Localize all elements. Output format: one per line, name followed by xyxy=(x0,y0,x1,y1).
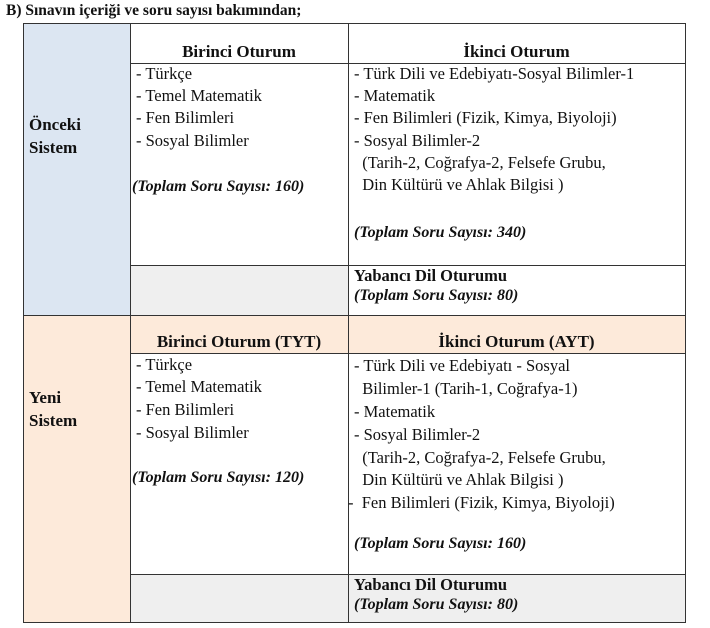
old-first-session-header: Birinci Oturum xyxy=(182,42,296,61)
old-first-total: (Toplam Soru Sayısı: 160) xyxy=(132,178,305,195)
new-system-label-line1: Yeni xyxy=(29,388,62,407)
table-border-right xyxy=(685,23,686,623)
old-session-divider xyxy=(348,23,349,315)
old-second-item: Din Kültürü ve Ahlak Bilgisi ) xyxy=(354,175,564,194)
new-second-item: - Türk Dili ve Edebiyatı - Sosyal xyxy=(354,356,570,375)
new-second-item: (Tarih-2, Coğrafya-2, Felsefe Grubu, xyxy=(354,448,606,467)
old-lang-title: Yabancı Dil Oturumu xyxy=(354,266,508,285)
new-lang-total: (Toplam Soru Sayısı: 80) xyxy=(354,596,519,613)
label-col-divider xyxy=(130,23,131,623)
new-session-divider xyxy=(348,315,349,622)
old-second-item: - Matematik xyxy=(354,86,436,105)
new-second-item: - Fen Bilimleri (Fizik, Kimya, Biyoloji) xyxy=(348,493,615,512)
system-divider xyxy=(23,315,686,316)
new-first-total: (Toplam Soru Sayısı: 120) xyxy=(132,469,305,486)
table-border-left xyxy=(23,23,24,623)
new-header-line xyxy=(130,353,686,354)
new-system-label xyxy=(29,386,77,432)
new-first-session-header: Birinci Oturum (TYT) xyxy=(156,332,322,351)
old-second-item: (Tarih-2, Coğrafya-2, Felsefe Grubu, xyxy=(354,153,606,172)
new-second-item: Din Kültürü ve Ahlak Bilgisi ) xyxy=(354,470,564,489)
old-first-item: - Temel Matematik xyxy=(136,86,262,105)
new-first-item: - Sosyal Bilimler xyxy=(136,423,249,442)
new-second-item: - Sosyal Bilimler-2 xyxy=(354,425,481,444)
new-second-item: Bilimler-1 (Tarih-1, Coğrafya-1) xyxy=(354,379,578,398)
section-heading: B) Sınavın içeriği ve soru sayısı bakımından; xyxy=(6,2,302,19)
table-border-bottom xyxy=(23,622,686,623)
new-lang-title: Yabancı Dil Oturumu xyxy=(354,575,508,594)
old-second-item: - Sosyal Bilimler-2 xyxy=(354,131,481,150)
new-first-item: - Türkçe xyxy=(136,355,193,374)
old-first-item: - Sosyal Bilimler xyxy=(136,131,249,150)
new-system-label-line2: Sistem xyxy=(29,411,78,430)
old-system-label-bg xyxy=(23,23,130,315)
new-first-item: - Temel Matematik xyxy=(136,377,262,396)
new-second-session-header: İkinci Oturum (AYT) xyxy=(438,332,595,351)
new-second-item: - Matematik xyxy=(354,402,436,421)
old-second-item: - Türk Dili ve Edebiyatı-Sosyal Bilimler-1 xyxy=(354,64,635,83)
old-first-item: - Türkçe xyxy=(136,64,193,83)
new-first-item: - Fen Bilimleri xyxy=(136,400,235,419)
old-system-label xyxy=(29,113,81,159)
new-system-label-bg xyxy=(23,315,130,622)
table-border-top xyxy=(23,23,686,24)
old-system-label-line1: Önceki xyxy=(29,115,81,134)
old-second-item: - Fen Bilimleri (Fizik, Kimya, Biyoloji) xyxy=(354,108,617,127)
old-system-label-line2: Sistem xyxy=(29,138,78,157)
old-first-item: - Fen Bilimleri xyxy=(136,108,235,127)
old-second-total: (Toplam Soru Sayısı: 340) xyxy=(354,224,527,241)
old-lang-total: (Toplam Soru Sayısı: 80) xyxy=(354,287,519,304)
new-second-total: (Toplam Soru Sayısı: 160) xyxy=(354,535,527,552)
old-second-session-header: İkinci Oturum xyxy=(463,42,570,61)
